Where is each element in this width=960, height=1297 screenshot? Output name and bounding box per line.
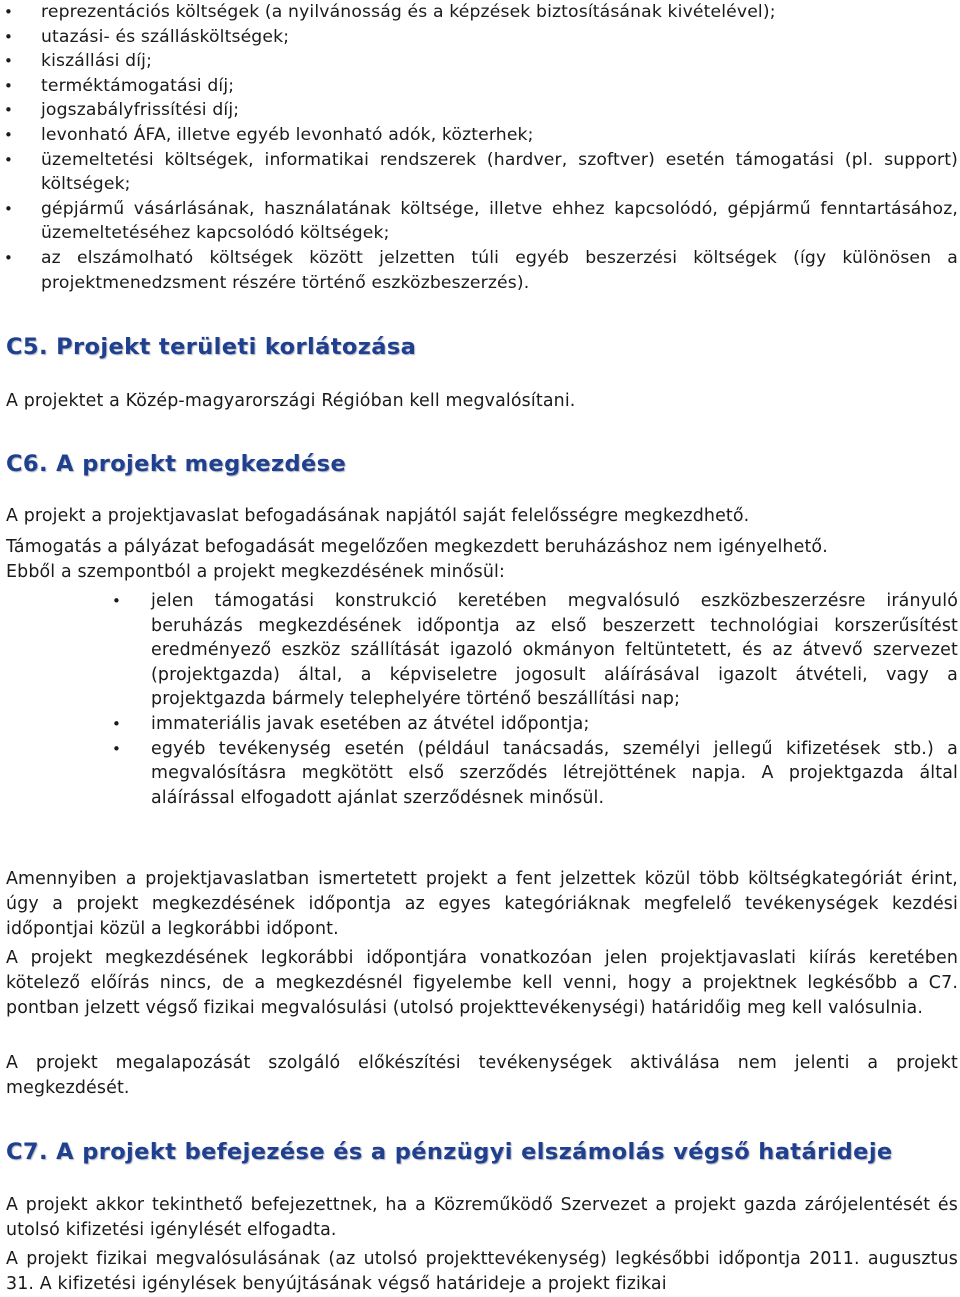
- c6-paragraph-4: Amennyiben a projektjavaslatban ismertetett projekt a fent jelzettek közül több költségkategóriát érint, úgy a projekt megkezdésének időpontja az egyes kategóriáknak megfelelő tevékenységek kezdési időpontjai közül a legkorábbi időpont.: [6, 869, 958, 939]
- list-item: • reprezentációs költségek (a nyilvánosság és a képzések biztosításának kivételével);: [0, 0, 960, 25]
- bullet-icon: •: [4, 52, 13, 71]
- bullet-icon: •: [4, 76, 13, 95]
- section-heading-c7: C7. A projekt befejezése és a pénzügyi elszámolás végső határideje: [6, 1139, 893, 1165]
- list-item: • utazási- és szállásköltségek;: [0, 25, 960, 50]
- c6-paragraph-6: A projekt megalapozását szolgáló előkészítési tevékenységek aktiválása nem jelenti a projekt megkezdését.: [6, 1053, 958, 1098]
- list-item: • az elszámolható költségek között jelzetten túli egyéb beszerzési költségek (így különösen a projektmenedzsment részére történő eszközbeszerzés).: [4, 247, 958, 293]
- cost-exclusion-list: [0, 0, 960, 295]
- bullet-icon: •: [4, 150, 13, 169]
- list-item: • jelen támogatási konstrukció keretében megvalósuló eszközbeszerzésre irányuló beruházás megkezdésének időpontja az első beszerzett technológiai korszerűsítést eredményező eszköz szállítását igazoló okmányon feltüntetett, és az átvevő szervezet (projektgazda) által, a képviseletre jogosult aláírásával igazolt átvételi, vagy a projektgazda bármely telephelyére történő beszállítási nap;: [112, 591, 958, 710]
- list-item: • terméktámogatási díj;: [0, 74, 960, 99]
- c6-paragraph-5: A projekt megkezdésének legkorábbi időpontjára vonatkozóan jelen projektjavaslati kiírás keretében kötelező előírás nincs, de a megkezdésnél figyelembe kell venni, hogy a projektnek legkésőbb a C7. pontban jelzett végső fizikai megvalósulási (utolsó projekttevékenységi) határidőig meg kell valósulnia.: [6, 948, 958, 1018]
- bullet-icon: •: [4, 3, 13, 21]
- bullet-icon: •: [112, 714, 121, 733]
- list-item: • gépjármű vásárlásának, használatának költsége, illetve ehhez kapcsolódó, gépjármű fenntartásához, üzemeltetéséhez kapcsolódó költségek;: [4, 198, 958, 244]
- list-item: • kiszállási díj;: [0, 49, 960, 74]
- c6-paragraph-1: A projekt a projektjavaslat befogadásának napjától saját felelősségre megkezdhető.: [6, 506, 750, 526]
- list-item: • egyéb tevékenység esetén (például tanácsadás, személyi jellegű kifizetések stb.) a megvalósításra megkötött első szerződés létrejöttének napja. A projektgazda által aláírással elfogadott ajánlat szerződésnek minősül.: [112, 738, 958, 808]
- bullet-icon: •: [4, 199, 13, 218]
- list-item: • levonható ÁFA, illetve egyéb levonható adók, közterhek;: [0, 123, 960, 148]
- c6-paragraph-3: Ebből a szempontból a projekt megkezdésének minősül:: [6, 562, 505, 582]
- project-start-criteria-list: [0, 589, 960, 810]
- list-item: • jogszabályfrissítési díj;: [0, 98, 960, 123]
- bullet-icon: •: [112, 592, 121, 610]
- list-item: • immateriális javak esetében az átvétel időpontja;: [0, 712, 960, 737]
- bullet-icon: •: [4, 125, 13, 144]
- c5-text: A projektet a Közép-magyarországi Régióban kell megvalósítani.: [6, 391, 576, 411]
- section-heading-c6: C6. A projekt megkezdése: [6, 451, 347, 477]
- c7-paragraph-1: A projekt akkor tekinthető befejezettnek, ha a Közreműködő Szervezet a projekt gazda zárójelentését és utolsó kifizetési igénylését elfogadta.: [6, 1195, 958, 1240]
- c7-paragraph-2: A projekt fizikai megvalósulásának (az utolsó projekttevékenység) legkésőbbi időpontja 2011. augusztus 31. A kifizetési igénylések benyújtásának végső határideje a projekt fizikai: [6, 1249, 958, 1294]
- section-heading-c5: C5. Projekt területi korlátozása: [6, 334, 417, 360]
- bullet-icon: •: [4, 101, 13, 120]
- c6-paragraph-2: Támogatás a pályázat befogadását megelőzően megkezdett beruházáshoz nem igényelhető.: [6, 537, 828, 557]
- list-item: • üzemeltetési költségek, informatikai rendszerek (hardver, szoftver) esetén támogatási (pl. support) költségek;: [4, 149, 958, 195]
- bullet-icon: •: [4, 27, 13, 46]
- bullet-icon: •: [112, 739, 121, 758]
- bullet-icon: •: [4, 248, 13, 267]
